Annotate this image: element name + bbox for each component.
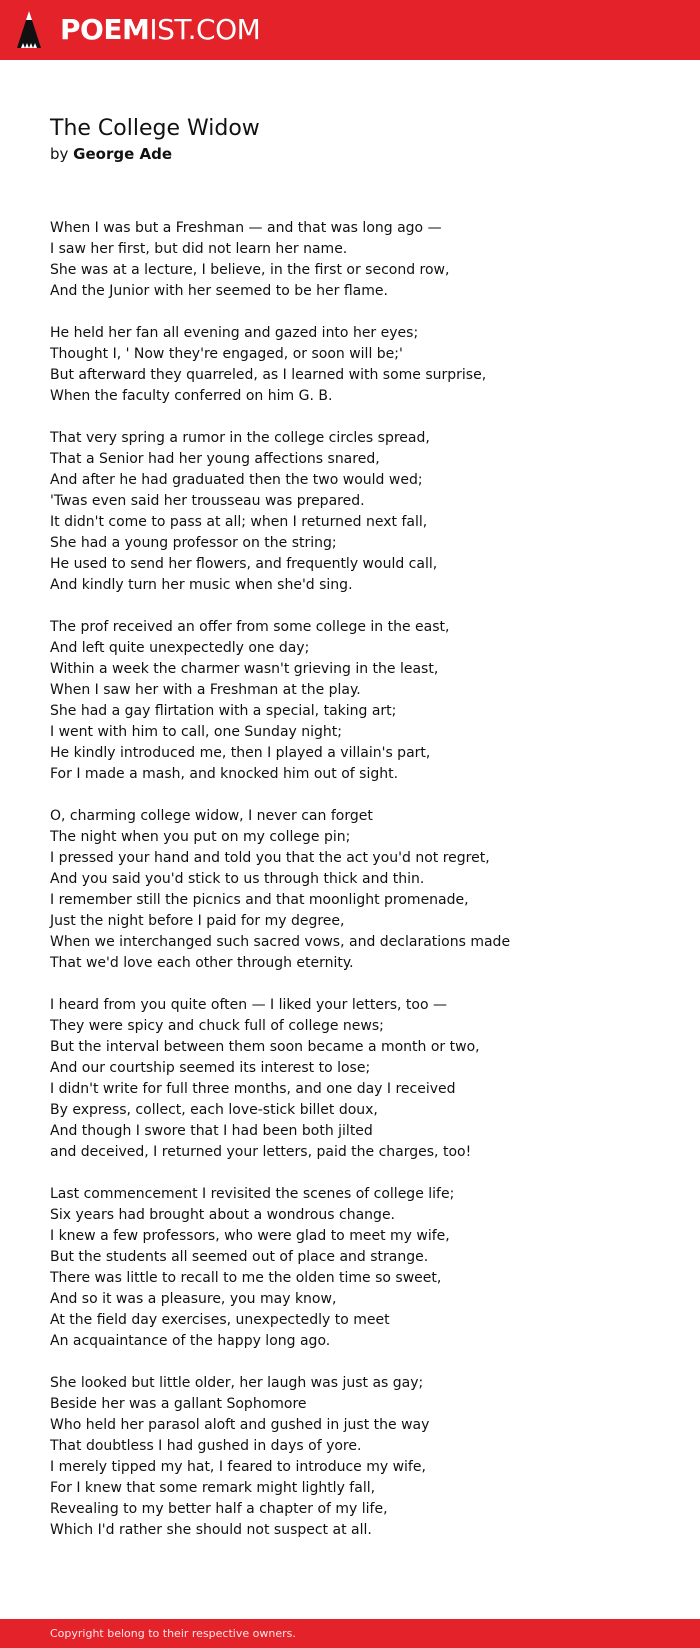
site-logo-text [60, 13, 261, 46]
poem-line: He held her fan all evening and gazed into her eyes; [50, 325, 419, 341]
poem-line: It didn't come to pass at all; when I returned next fall, [50, 514, 428, 530]
poem-line: Beside her was a gallant Sophomore [50, 1396, 307, 1412]
logo-text-light: IST.COM [149, 13, 261, 46]
by-prefix: by [50, 145, 74, 163]
poem-line: and deceived, I returned your letters, paid the charges, too! [50, 1144, 472, 1160]
poem-line: For I made a mash, and knocked him out of sight. [50, 766, 399, 782]
poem-line: She was at a lecture, I believe, in the first or second row, [50, 262, 450, 278]
poem-line: An acquaintance of the happy long ago. [50, 1333, 331, 1349]
stanza [50, 1184, 670, 1352]
stanza [50, 323, 670, 407]
poem-line: But the students all seemed out of place and strange. [50, 1249, 429, 1265]
poem-line: When I saw her with a Freshman at the play. [50, 682, 361, 698]
poem-line: She had a gay flirtation with a special, taking art; [50, 703, 397, 719]
stanza [50, 428, 670, 596]
poem-line: He kindly introduced me, then I played a villain's part, [50, 745, 431, 761]
logo-text-bold: POEM [60, 13, 150, 46]
poem-line: And after he had graduated then the two would wed; [50, 472, 423, 488]
poem-line: The night when you put on my college pin; [50, 829, 351, 845]
poem-line: Revealing to my better half a chapter of my life, [50, 1501, 388, 1517]
poem-line: And kindly turn her music when she'd sing. [50, 577, 353, 593]
poem-title: The College Widow [50, 116, 260, 141]
poem-line: Thought I, ' Now they're engaged, or soon will be;' [50, 346, 403, 362]
stanza [50, 617, 670, 785]
poem-line: Within a week the charmer wasn't grieving in the least, [50, 661, 439, 677]
site-footer [0, 1619, 700, 1648]
poem-line: I pressed your hand and told you that the act you'd not regret, [50, 850, 490, 866]
poem-line: When the faculty conferred on him G. B. [50, 388, 333, 404]
poem-line: Which I'd rather she should not suspect at all. [50, 1522, 372, 1538]
poem-line: They were spicy and chuck full of college news; [50, 1018, 384, 1034]
poem-line: For I knew that some remark might lightly fall, [50, 1480, 376, 1496]
poem-line: That a Senior had her young affections snared, [50, 451, 380, 467]
stanza [50, 995, 670, 1163]
poem-line: I knew a few professors, who were glad to meet my wife, [50, 1228, 450, 1244]
site-header [0, 0, 700, 60]
poem-line: That doubtless I had gushed in days of yore. [50, 1438, 362, 1454]
poem-line: And you said you'd stick to us through thick and thin. [50, 871, 425, 887]
poem-line: And our courtship seemed its interest to lose; [50, 1060, 371, 1076]
poem-line: And so it was a pleasure, you may know, [50, 1291, 337, 1307]
poem-line: Just the night before I paid for my degree, [50, 913, 345, 929]
stanza [50, 806, 670, 974]
poem-body [50, 218, 670, 1562]
poem-line: Six years had brought about a wondrous change. [50, 1207, 396, 1223]
site-logo-link[interactable] [16, 8, 260, 52]
poem-line: And the Junior with her seemed to be her flame. [50, 283, 388, 299]
poem-line: But afterward they quarreled, as I learned with some surprise, [50, 367, 487, 383]
poem-line: That very spring a rumor in the college circles spread, [50, 430, 430, 446]
poem-line: I went with him to call, one Sunday night; [50, 724, 342, 740]
byline [50, 144, 670, 164]
poem-line: She had a young professor on the string; [50, 535, 337, 551]
poem-line: She looked but little older, her laugh was just as gay; [50, 1375, 424, 1391]
poem-line: And though I swore that I had been both jilted [50, 1123, 373, 1139]
poem-line: O, charming college widow, I never can forget [50, 808, 373, 824]
poem-line: When I was but a Freshman — and that was long ago — [50, 220, 442, 236]
poem-line: I merely tipped my hat, I feared to introduce my wife, [50, 1459, 426, 1475]
stanza [50, 1373, 670, 1541]
poem-line: I remember still the picnics and that moonlight promenade, [50, 892, 469, 908]
poem-container [50, 114, 670, 1538]
poem-line: I didn't write for full three months, and one day I received [50, 1081, 456, 1097]
poem-line: And left quite unexpectedly one day; [50, 640, 310, 656]
poem-line: When we interchanged such sacred vows, and declarations made [50, 934, 511, 950]
pencil-logo-icon [16, 8, 42, 52]
poem-line: Who held her parasol aloft and gushed in just the way [50, 1417, 430, 1433]
poem-line: The prof received an offer from some college in the east, [50, 619, 450, 635]
author-name: George Ade [73, 145, 173, 163]
poem-line: Last commencement I revisited the scenes of college life; [50, 1186, 455, 1202]
stanza [50, 218, 670, 302]
copyright-text: Copyright belong to their respective owners. [50, 1627, 296, 1640]
poem-line: I saw her first, but did not learn her name. [50, 241, 348, 257]
poem-line: 'Twas even said her trousseau was prepared. [50, 493, 365, 509]
poem-line: But the interval between them soon became a month or two, [50, 1039, 480, 1055]
poem-line: By express, collect, each love-stick billet doux, [50, 1102, 378, 1118]
poem-line: That we'd love each other through eternity. [50, 955, 354, 971]
poem-line: There was little to recall to me the olden time so sweet, [50, 1270, 442, 1286]
poem-line: He used to send her flowers, and frequently would call, [50, 556, 438, 572]
poem-line: I heard from you quite often — I liked your letters, too — [50, 997, 447, 1013]
poem-line: At the field day exercises, unexpectedly to meet [50, 1312, 390, 1328]
